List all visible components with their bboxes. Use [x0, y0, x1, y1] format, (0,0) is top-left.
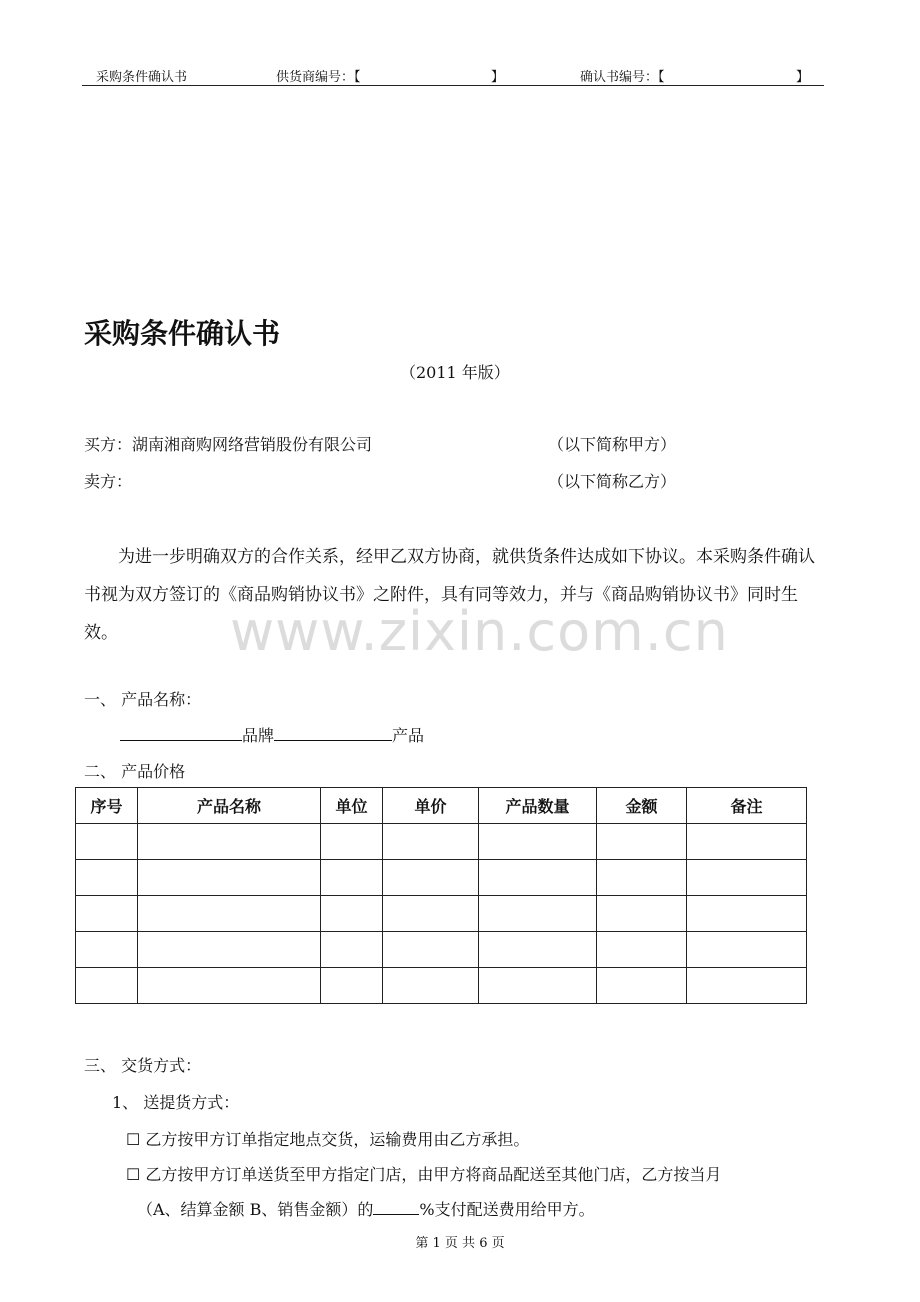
header-confirm-no-label: 确认书编号：【	[580, 70, 665, 85]
header-supplier-no-label: 供货商编号：【	[276, 70, 361, 85]
table-cell[interactable]	[687, 860, 807, 896]
page-footer: 第 1 页 共 6 页	[415, 1236, 505, 1251]
table-header-row	[76, 788, 807, 824]
edition-note: （2011 年版）	[400, 363, 510, 382]
table-cell[interactable]	[479, 824, 597, 860]
table-cell[interactable]	[76, 860, 138, 896]
table-cell[interactable]	[76, 824, 138, 860]
brand-label: 品牌	[242, 726, 275, 745]
section1-heading: 一、 产品名称：	[84, 690, 202, 709]
table-cell[interactable]	[383, 968, 479, 1004]
document-title: 采购条件确认书	[84, 317, 281, 350]
table-row	[76, 896, 807, 932]
table-cell[interactable]	[138, 824, 321, 860]
table-cell[interactable]	[138, 968, 321, 1004]
brand-blank[interactable]	[120, 724, 242, 741]
table-cell[interactable]	[687, 824, 807, 860]
table-cell[interactable]	[479, 968, 597, 1004]
table-cell[interactable]	[597, 968, 687, 1004]
delivery-option-2[interactable]: ☐ 乙方按甲方订单送货至甲方指定门店，由甲方将商品配送至其他门店，乙方按当月	[126, 1165, 722, 1184]
table-cell[interactable]	[321, 896, 383, 932]
buyer-alias: （以下简称甲方）	[548, 435, 677, 454]
table-row	[76, 824, 807, 860]
table-cell[interactable]	[383, 860, 479, 896]
table-cell[interactable]	[138, 932, 321, 968]
col-header-index: 序号	[76, 788, 138, 824]
table-row	[76, 860, 807, 896]
seller-alias: （以下简称乙方）	[548, 472, 677, 491]
table-cell[interactable]	[597, 824, 687, 860]
table-cell[interactable]	[321, 824, 383, 860]
table-cell[interactable]	[321, 860, 383, 896]
header-doc-name: 采购条件确认书	[96, 70, 188, 85]
option2-percent-text: %支付配送费用给甲方。	[419, 1200, 595, 1219]
table-cell[interactable]	[687, 896, 807, 932]
header-confirm-no-close: 】	[796, 70, 810, 85]
table-cell[interactable]	[479, 896, 597, 932]
table-cell[interactable]	[687, 968, 807, 1004]
option2-basis-text: （A、结算金额 B、销售金额）的	[137, 1200, 374, 1219]
col-header-unit-price: 单价	[383, 788, 479, 824]
buyer-line: 买方：湖南湘商购网络营销股份有限公司	[84, 435, 373, 454]
table-cell[interactable]	[76, 896, 138, 932]
product-label: 产品	[392, 726, 425, 745]
section3-heading: 三、 交货方式：	[84, 1056, 202, 1075]
table-cell[interactable]	[383, 824, 479, 860]
header-rule	[82, 85, 824, 86]
brand-product-line	[120, 723, 424, 746]
table-cell[interactable]	[138, 860, 321, 896]
table-cell[interactable]	[597, 896, 687, 932]
col-header-amount: 金额	[597, 788, 687, 824]
percentage-blank[interactable]	[373, 1198, 419, 1215]
delivery-option-1[interactable]: ☐ 乙方按甲方订单指定地点交货，运输费用由乙方承担。	[126, 1130, 530, 1149]
table-cell[interactable]	[138, 896, 321, 932]
header-supplier-no-close: 】	[491, 70, 505, 85]
seller-line: 卖方：	[84, 472, 133, 491]
delivery-option-2-continued	[137, 1197, 595, 1220]
col-header-remarks: 备注	[687, 788, 807, 824]
table-cell[interactable]	[597, 932, 687, 968]
col-header-product-name: 产品名称	[138, 788, 321, 824]
col-header-quantity: 产品数量	[479, 788, 597, 824]
table-cell[interactable]	[76, 932, 138, 968]
table-cell[interactable]	[383, 896, 479, 932]
watermark: www.zixin.com.cn	[230, 600, 729, 663]
table-cell[interactable]	[597, 860, 687, 896]
product-blank[interactable]	[274, 724, 392, 741]
table-cell[interactable]	[76, 968, 138, 1004]
section2-heading: 二、 产品价格	[84, 762, 186, 781]
table-cell[interactable]	[479, 932, 597, 968]
col-header-unit: 单位	[321, 788, 383, 824]
table-row	[76, 968, 807, 1004]
table-cell[interactable]	[383, 932, 479, 968]
price-table	[75, 787, 807, 1004]
table-cell[interactable]	[321, 968, 383, 1004]
table-cell[interactable]	[479, 860, 597, 896]
section3-sub1: 1、 送提货方式：	[112, 1093, 240, 1112]
table-row	[76, 932, 807, 968]
table-cell[interactable]	[687, 932, 807, 968]
table-cell[interactable]	[321, 932, 383, 968]
intro-paragraph: 为进一步明确双方的合作关系，经甲乙双方协商，就供货条件达成如下协议。本采购条件确认书视为双方签订的《商品购销协议书》之附件，具有同等效力，并与《商品购销协议书》同时生效。	[84, 547, 815, 643]
